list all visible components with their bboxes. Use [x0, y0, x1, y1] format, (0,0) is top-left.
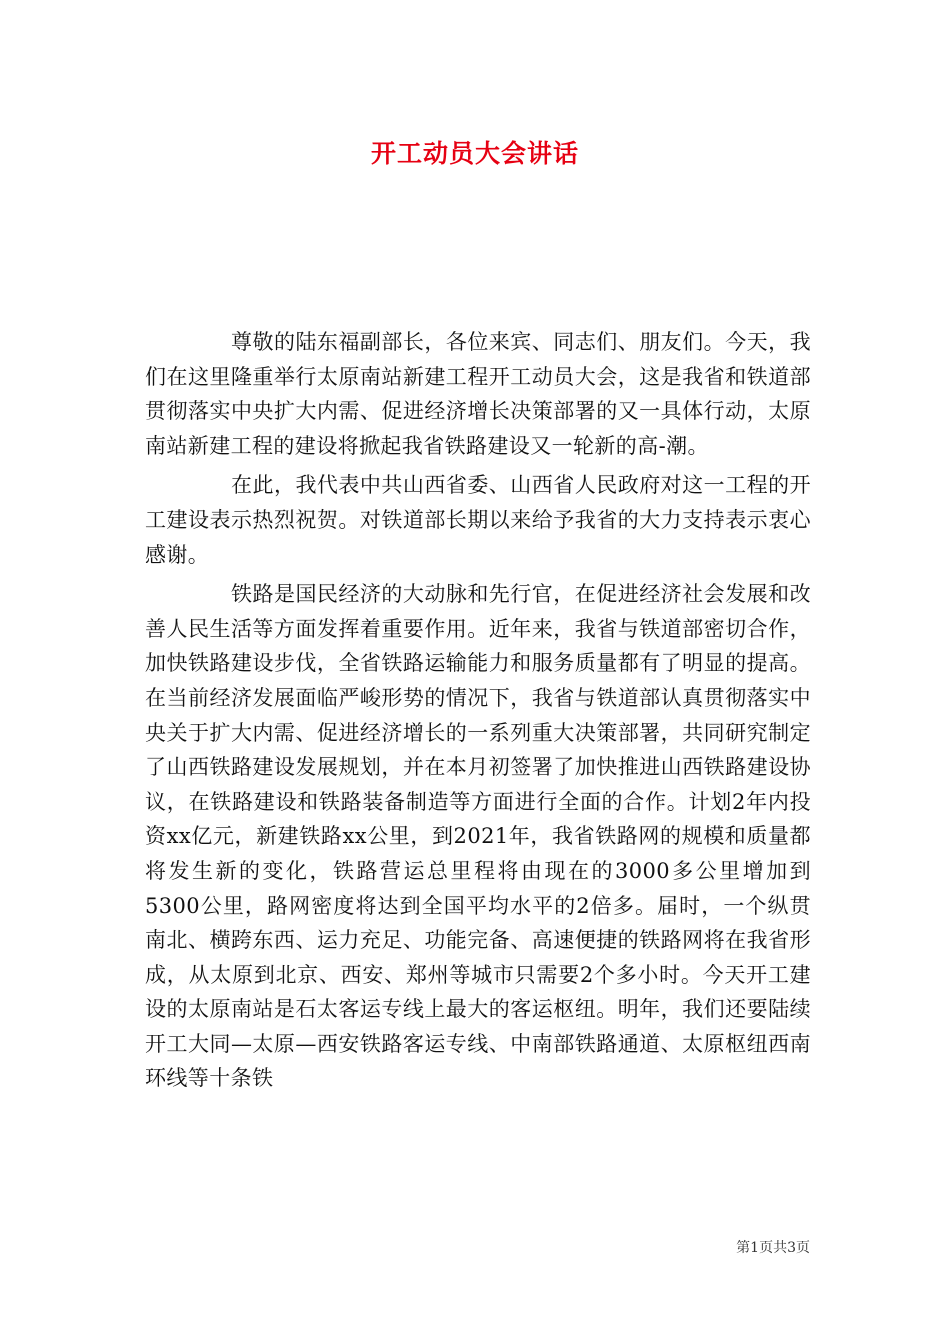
- page-number-footer: 第1页共3页: [736, 1240, 810, 1256]
- paragraph-2: 在此，我代表中共山西省委、山西省人民政府对这一工程的开工建设表示热烈祝贺。对铁道部长期以来给予我省的大力支持表示衷心感谢。: [145, 473, 811, 567]
- paragraph-3: 铁路是国民经济的大动脉和先行官，在促进经济社会发展和改善人民生活等方面发挥着重要作用。近年来，我省与铁道部密切合作，加快铁路建设步伐，全省铁路运输能力和服务质量都有了明显的提高。在当前经济发展面临严峻形势的情况下，我省与铁道部认真贯彻落实中央关于扩大内需、促进经济增长的一系列重大决策部署，共同研究制定了山西铁路建设发展规划，并在本月初签署了加快推进山西铁路建设协议，在铁路建设和铁路装备制造等方面进行全面的合作。计划2年内投资xx亿元，新建铁路xx公里，到2021年，我省铁路网的规模和质量都将发生新的变化，铁路营运总里程将由现在的3000多公里增加到5300公里，路网密度将达到全国平均水平的2倍多。届时，一个纵贯南北、横跨东西、运力充足、功能完备、高速便捷的铁路网将在我省形成，从太原到北京、西安、郑州等城市只需要2个多小时。今天开工建设的太原南站是石太客运专线上最大的客运枢纽。明年，我们还要陆续开工大同—太原—西安铁路客运专线、中南部铁路通道、太原枢纽西南环线等十条铁: [145, 582, 811, 1091]
- document-body: [145, 325, 811, 1101]
- document-title: 开工动员大会讲话: [370, 139, 579, 168]
- paragraph-1: 尊敬的陆东福副部长，各位来宾、同志们、朋友们。今天，我们在这里隆重举行太原南站新建工程开工动员大会，这是我省和铁道部贯彻落实中央扩大内需、促进经济增长决策部署的又一具体行动，太原南站新建工程的建设将掀起我省铁路建设又一轮新的高-潮。: [145, 330, 811, 458]
